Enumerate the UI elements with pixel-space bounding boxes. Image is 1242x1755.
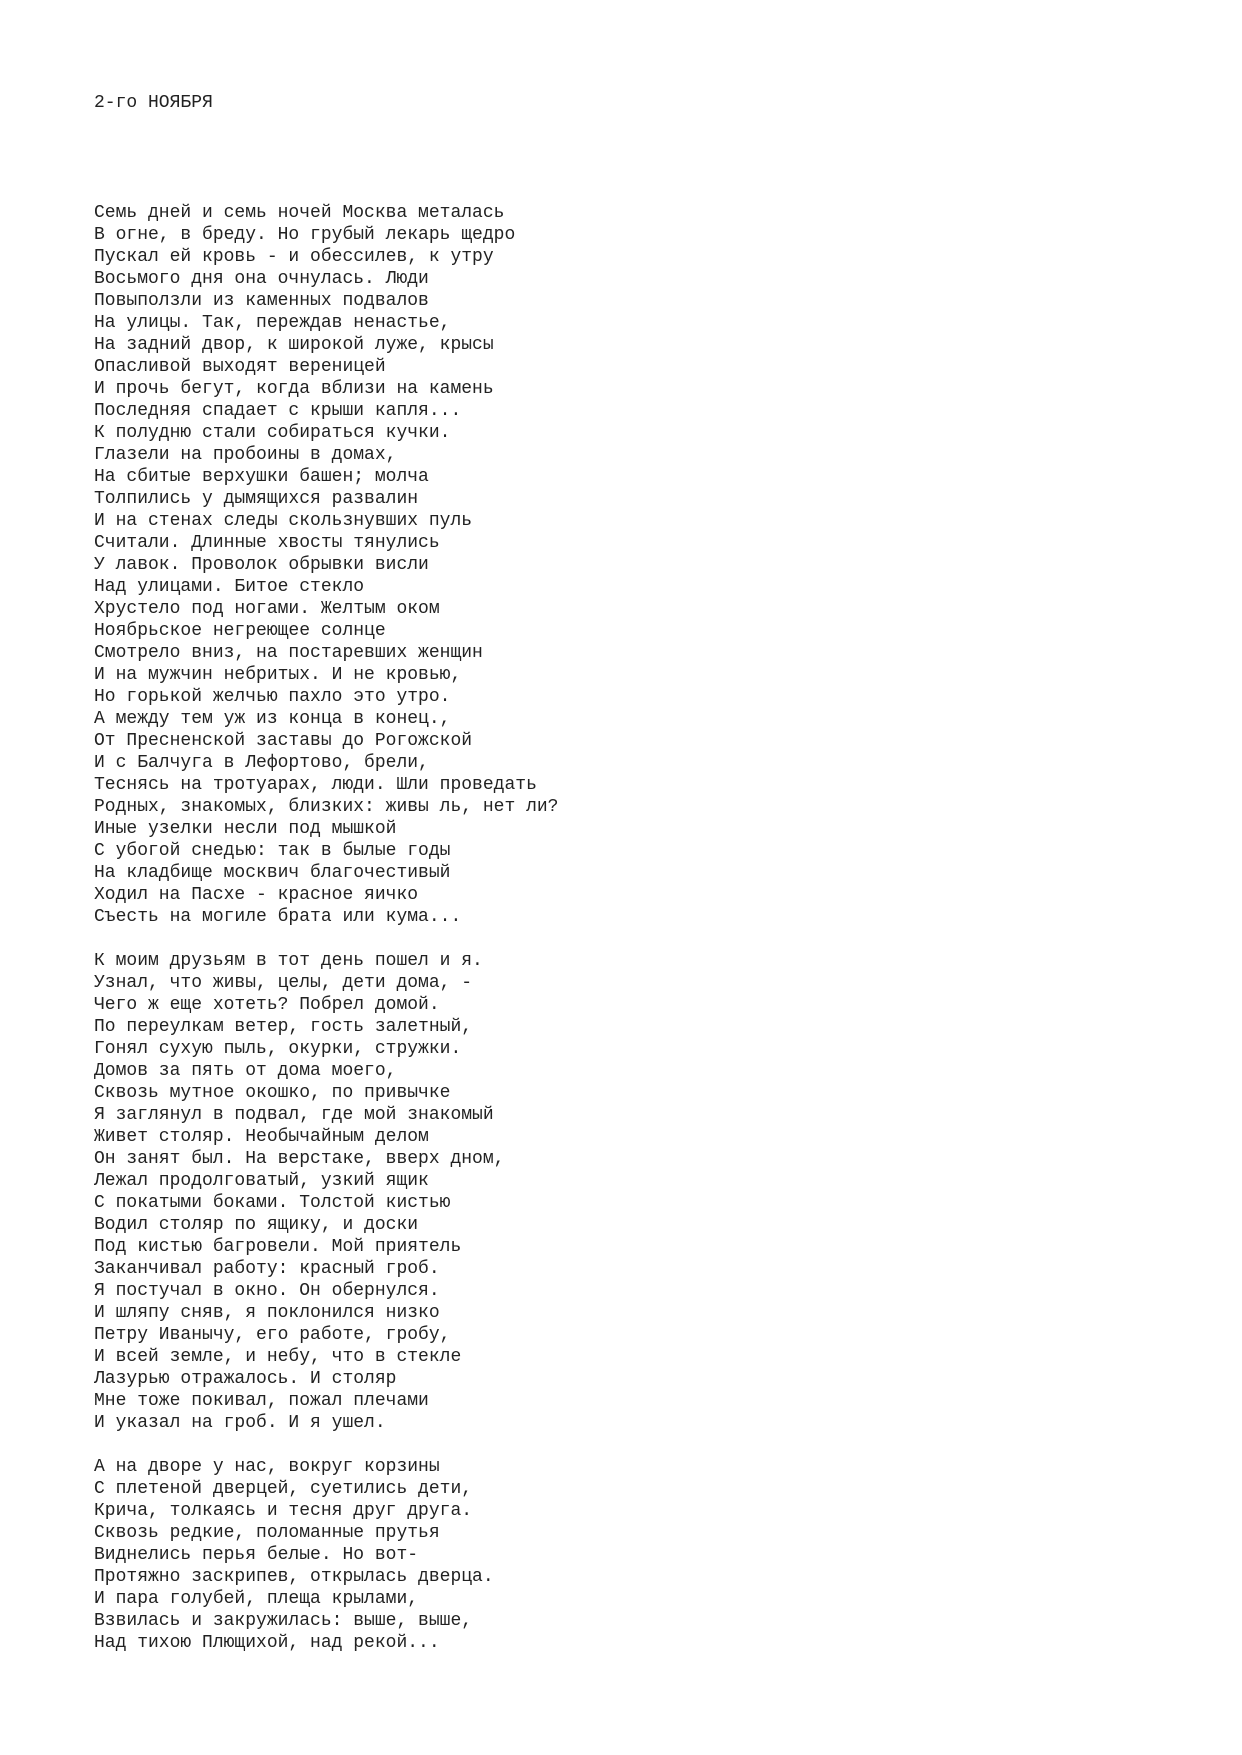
poem-line: Иные узелки несли под мышкой — [94, 819, 397, 839]
poem-line: И указал на гроб. И я ушел. — [94, 1413, 386, 1433]
poem-line: Над тихою Плющихой, над рекой... — [94, 1633, 440, 1653]
poem-line: Водил столяр по ящику, и доски — [94, 1215, 419, 1235]
poem-line: И на мужчин небритых. И не кровью, — [94, 665, 462, 685]
poem-line: Родных, знакомых, близких: живы ль, нет ли? — [94, 797, 559, 817]
poem-line: Гонял сухую пыль, окурки, стружки. — [94, 1039, 462, 1059]
poem-line: Лежал продолговатый, узкий ящик — [94, 1171, 429, 1191]
poem-line: Пускал ей кровь - и обессилев, к утру — [94, 247, 494, 267]
poem-line: Сквозь редкие, поломанные прутья — [94, 1523, 440, 1543]
poem-line: На кладбище москвич благочестивый — [94, 863, 451, 883]
poem-line: Живет столяр. Необычайным делом — [94, 1127, 429, 1147]
poem-line: Толпились у дымящихся развалин — [94, 489, 419, 509]
poem-line: Сквозь мутное окошко, по привычке — [94, 1083, 451, 1103]
poem-line: Под кистью багровели. Мой приятель — [94, 1237, 462, 1257]
poem-line: На сбитые верхушки башен; молча — [94, 467, 429, 487]
poem-line: Заканчивал работу: красный гроб. — [94, 1259, 440, 1279]
poem-line: Виднелись перья белые. Но вот- — [94, 1545, 419, 1565]
poem-line: Он занят был. На верстаке, вверх дном, — [94, 1149, 505, 1169]
poem-line: Восьмого дня она очнулась. Люди — [94, 269, 429, 289]
stanza — [94, 202, 1194, 928]
poem-line: Повыползли из каменных подвалов — [94, 291, 429, 311]
poem-line: У лавок. Проволок обрывки висли — [94, 555, 429, 575]
poem-line: И шляпу сняв, я поклонился низко — [94, 1303, 440, 1323]
poem-line: По переулкам ветер, гость залетный, — [94, 1017, 473, 1037]
poem-line: А на дворе у нас, вокруг корзины — [94, 1457, 440, 1477]
poem-line: С убогой снедью: так в былые годы — [94, 841, 451, 861]
poem-line: Ходил на Пасхе - красное яичко — [94, 885, 419, 905]
poem-line: На улицы. Так, переждав ненастье, — [94, 313, 451, 333]
poem-line: Взвилась и закружилась: выше, выше, — [94, 1611, 473, 1631]
poem-line: Хрустело под ногами. Желтым оком — [94, 599, 440, 619]
poem-line: Протяжно заскрипев, открылась дверца. — [94, 1567, 494, 1587]
poem-line: Узнал, что живы, целы, дети дома, - — [94, 973, 473, 993]
poem-line: Я постучал в окно. Он обернулся. — [94, 1281, 440, 1301]
poem-line: Последняя спадает с крыши капля... — [94, 401, 462, 421]
poem-body — [94, 202, 1194, 1676]
stanza — [94, 1456, 1194, 1654]
poem-line: И на стенах следы скользнувших пуль — [94, 511, 473, 531]
poem-line: Петру Иванычу, его работе, гробу, — [94, 1325, 451, 1345]
poem-line: Глазели на пробоины в домах, — [94, 445, 397, 465]
poem-line: Лазурью отражалось. И столяр — [94, 1369, 397, 1389]
poem-line: А между тем уж из конца в конец., — [94, 709, 451, 729]
poem-line: И пара голубей, плеща крылами, — [94, 1589, 419, 1609]
poem-line: От Пресненской заставы до Рогожской — [94, 731, 473, 751]
poem-line: И с Балчуга в Лефортово, брели, — [94, 753, 429, 773]
poem-line: Опасливой выходят вереницей — [94, 357, 386, 377]
poem-line: Теснясь на тротуарах, люди. Шли проведать — [94, 775, 537, 795]
poem-line: К полудню стали собираться кучки. — [94, 423, 451, 443]
poem-line: Мне тоже покивал, пожал плечами — [94, 1391, 429, 1411]
poem-line: Ноябрьское негреющее солнце — [94, 621, 386, 641]
poem-line: И всей земле, и небу, что в стекле — [94, 1347, 462, 1367]
poem-line: К моим друзьям в тот день пошел и я. — [94, 951, 483, 971]
poem-line: Считали. Длинные хвосты тянулись — [94, 533, 440, 553]
poem-line: И прочь бегут, когда вблизи на камень — [94, 379, 494, 399]
stanza — [94, 950, 1194, 1434]
poem-line: Но горькой желчью пахло это утро. — [94, 687, 451, 707]
poem-line: С плетеной дверцей, суетились дети, — [94, 1479, 473, 1499]
poem-line: Домов за пять от дома моего, — [94, 1061, 397, 1081]
poem-line: Смотрело вниз, на постаревших женщин — [94, 643, 483, 663]
poem-line: Над улицами. Битое стекло — [94, 577, 365, 597]
poem-line: Я заглянул в подвал, где мой знакомый — [94, 1105, 494, 1125]
poem-line: С покатыми боками. Толстой кистью — [94, 1193, 451, 1213]
poem-line: Чего ж еще хотеть? Побрел домой. — [94, 995, 440, 1015]
poem-line: В огне, в бреду. Но грубый лекарь щедро — [94, 225, 516, 245]
poem-title: 2-го НОЯБРЯ — [94, 93, 213, 113]
poem-line: Крича, толкаясь и тесня друг друга. — [94, 1501, 473, 1521]
poem-line: Съесть на могиле брата или кума... — [94, 907, 462, 927]
poem-line: Семь дней и семь ночей Москва металась — [94, 203, 505, 223]
poem-line: На задний двор, к широкой луже, крысы — [94, 335, 494, 355]
